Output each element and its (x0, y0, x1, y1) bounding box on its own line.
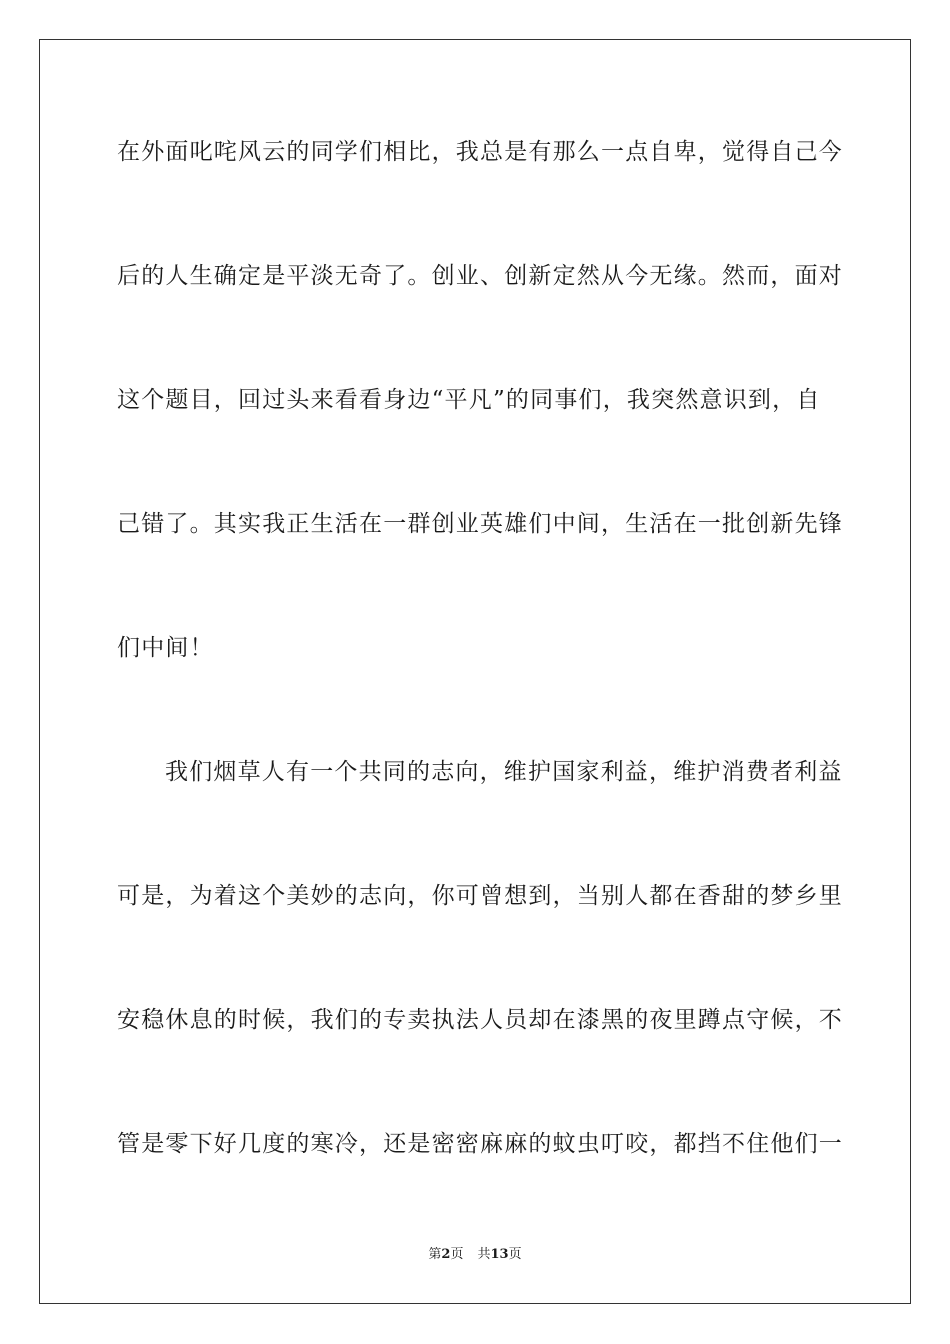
total-pages: 13 (490, 1247, 509, 1262)
page-prefix: 第 (428, 1247, 442, 1262)
total-prefix: 共 (477, 1247, 491, 1262)
text-line: 管是零下好几度的寒冷，还是密密麻麻的蚊虫叮咬，都挡不住他们一 (117, 1131, 843, 1157)
text-line: 可是，为着这个美妙的志向，你可曾想到，当别人都在香甜的梦乡里 (117, 883, 843, 909)
page-footer (0, 1246, 950, 1264)
page-suffix: 页 (450, 1247, 464, 1262)
text-line: 在外面叱咤风云的同学们相比，我总是有那么一点自卑，觉得自己今 (117, 139, 843, 165)
text-line: 安稳休息的时候，我们的专卖执法人员却在漆黑的夜里蹲点守候，不 (117, 1007, 843, 1033)
text-line: 这个题目，回过头来看看身边“平凡”的同事们，我突然意识到，自 (117, 387, 821, 413)
text-line: 后的人生确定是平淡无奇了。创业、创新定然从今无缘。然而，面对 (117, 263, 843, 289)
page-border (39, 39, 911, 1304)
text-line: 己错了。其实我正生活在一群创业英雄们中间，生活在一批创新先锋 (117, 511, 843, 537)
total-suffix: 页 (508, 1247, 522, 1262)
text-line: 们中间！ (117, 635, 214, 661)
page-number: 2 (441, 1247, 451, 1262)
text-line-indented: 我们烟草人有一个共同的志向，维护国家利益，维护消费者利益 (165, 759, 843, 785)
